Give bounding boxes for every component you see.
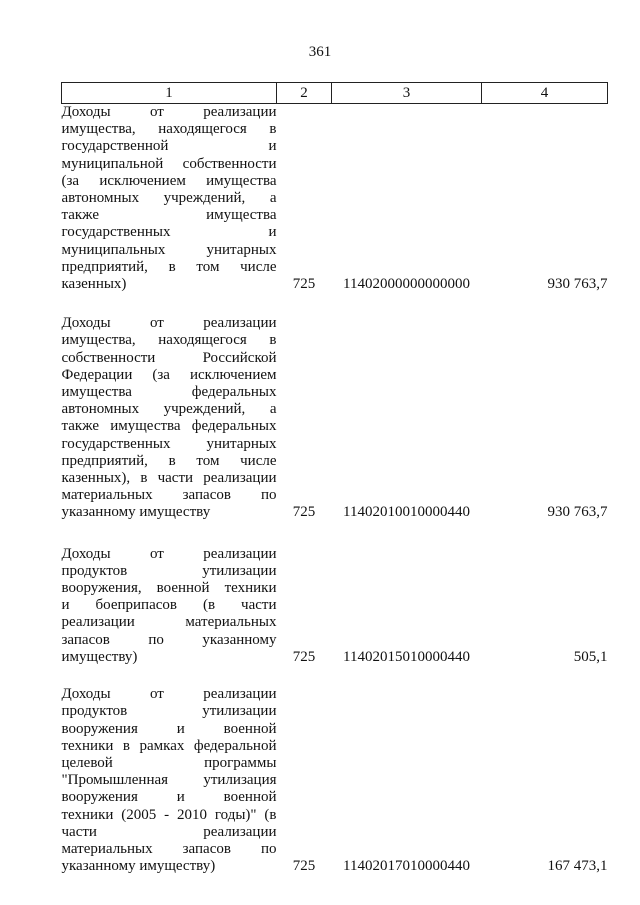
desc-line: муниципальных унитарных: [61, 241, 277, 258]
row-description: [62, 299, 277, 531]
desc-line: предприятий, в том числе: [61, 452, 277, 469]
amount: 930 763,7: [547, 504, 608, 521]
row-description: [62, 532, 277, 672]
desc-line: Доходы от реализации: [61, 104, 277, 120]
desc-line: продуктов утилизации: [61, 703, 277, 720]
header-col-1: 1: [62, 83, 277, 104]
desc-line: казенных), в части реализации: [61, 470, 277, 487]
desc-line: государственных унитарных: [61, 435, 277, 452]
header-col-4: 4: [482, 83, 608, 104]
desc-line: собственности Российской: [61, 349, 277, 366]
desc-line: вооружения и военной: [61, 720, 277, 737]
desc-line: государственной и: [61, 138, 277, 155]
admin-code: 725: [292, 504, 316, 521]
desc-line: предприятий, в том числе: [61, 258, 277, 275]
desc-line: государственных и: [61, 224, 277, 241]
desc-line: автономных учреждений, а: [61, 190, 277, 207]
desc-line: имущества, находящегося в: [61, 332, 277, 349]
kbk-code: 11402000000000000: [343, 276, 470, 293]
row-description: [62, 104, 277, 300]
row-description: [62, 672, 277, 875]
admin-code: 725: [292, 648, 316, 665]
amount: 167 473,1: [547, 858, 608, 875]
table-row: [62, 104, 608, 300]
desc-line: вооружения и военной: [61, 789, 277, 806]
desc-line: муниципальной собственности: [61, 155, 277, 172]
budget-table: [61, 82, 608, 875]
desc-line: Доходы от реализации: [61, 315, 277, 332]
desc-line: Доходы от реализации: [61, 686, 277, 703]
desc-line: также имущества: [61, 207, 277, 224]
desc-line: имущества, находящегося в: [61, 121, 277, 138]
desc-line: имущества федеральных: [61, 384, 277, 401]
desc-line: запасов по указанному: [61, 631, 277, 648]
kbk-code: 11402010010000440: [343, 504, 470, 521]
admin-code: 725: [292, 858, 316, 875]
page-number: 361: [308, 44, 332, 60]
desc-line: продуктов утилизации: [61, 562, 277, 579]
desc-line: имуществу): [61, 648, 138, 665]
desc-line: материальных запасов по: [61, 487, 277, 504]
desc-line: техники в рамках федеральной: [61, 737, 277, 754]
desc-line: автономных учреждений, а: [61, 401, 277, 418]
table-row: [62, 532, 608, 672]
desc-line: материальных запасов по: [61, 840, 277, 857]
desc-line: техники (2005 - 2010 годы)" (в: [61, 806, 277, 823]
header-col-2: 2: [277, 83, 332, 104]
desc-line: и боеприпасов (в части: [61, 597, 277, 614]
kbk-code: 11402015010000440: [343, 648, 470, 665]
table-row: [62, 299, 608, 531]
amount: 930 763,7: [547, 276, 608, 293]
kbk-code: 11402017010000440: [343, 858, 470, 875]
desc-line: целевой программы: [61, 754, 277, 771]
admin-code: 725: [292, 276, 316, 293]
desc-line: реализации материальных: [61, 614, 277, 631]
header-col-3: 3: [332, 83, 482, 104]
desc-line: также имущества федеральных: [61, 418, 277, 435]
desc-line: указанному имуществу: [61, 504, 211, 521]
desc-line: вооружения, военной техники: [61, 580, 277, 597]
desc-line: части реализации: [61, 823, 277, 840]
amount: 505,1: [573, 648, 608, 665]
header-row: [62, 83, 608, 104]
desc-line: указанному имуществу): [61, 858, 216, 875]
table-row: [62, 672, 608, 875]
desc-line: "Промышленная утилизация: [61, 772, 277, 789]
desc-line: Федерации (за исключением: [61, 366, 277, 383]
desc-line: казенных): [61, 276, 127, 293]
desc-line: Доходы от реализации: [61, 545, 277, 562]
desc-line: (за исключением имущества: [61, 172, 277, 189]
